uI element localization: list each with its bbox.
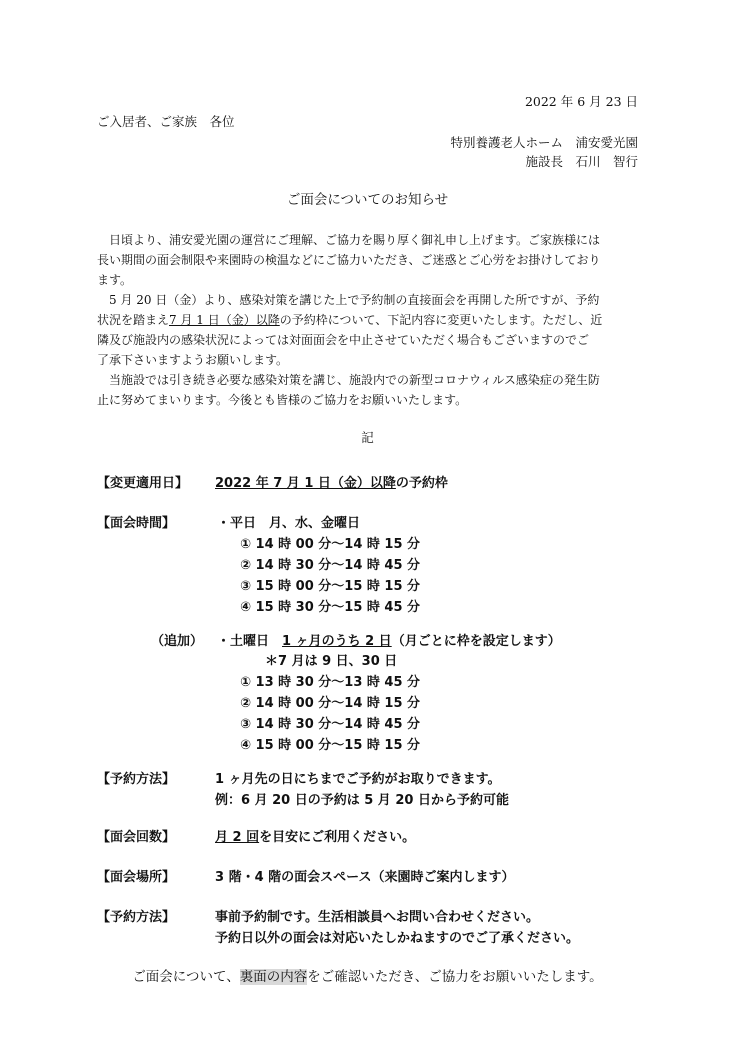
footer-note (0, 965, 735, 985)
additional-label: （追加） (151, 634, 204, 649)
highlighted-text: 裏面の内容 (239, 969, 308, 985)
ki-heading: 記 (361, 430, 374, 445)
saturday-frequency: 1 ヶ月のうち 2 日 (282, 634, 392, 649)
saturday-pre: ・土曜日 (217, 634, 283, 649)
addressee: ご入居者、ご家族 各位 (97, 114, 235, 129)
body-line: 止に努めてまいります。今後とも皆様のご協力をお願いいたします。 (97, 393, 468, 407)
body-line: 長い期間の面会制限や来園時の検温などにご協力いただき、ご迷惑とご心労をお掛けしており (97, 253, 601, 267)
document-date: 2022 年 6 月 23 日 (524, 94, 638, 109)
body-line: 日頃より、浦安愛光園の運営にご理解、ご協力を賜り厚く御礼申し上げます。ご家族様には (97, 233, 601, 247)
time-slot: ② 14 時 30 分～14 時 45 分 (240, 558, 421, 573)
time-slot: ④ 15 時 30 分～15 時 45 分 (240, 600, 421, 615)
visit-count: 月 2 回 (215, 830, 260, 845)
body-line: 隣及び施設内の感染状況によっては対面面会を中止させていただく場合もございますのでご (97, 333, 590, 347)
time-slot: ① 13 時 30 分～13 時 45 分 (240, 675, 421, 690)
body-line: 当施設では引き続き必要な感染対策を講じ、施設内での新型コロナウィルス感染症の発生防 (97, 373, 600, 387)
body-text: の予約枠について、下記内容に変更いたします。ただし、近 (279, 313, 603, 327)
visit-place-text: 3 階・4 階の面会スペース（来園時ご案内します） (215, 870, 515, 885)
visit-count-text: を目安にご利用ください。 (259, 830, 416, 845)
hours-label: 【面会時間】 (97, 516, 176, 531)
reservation-method-text: 1 ヶ月先の日にちまでご予約がお取りできます。 (215, 772, 501, 787)
body-text: 状況を踏まえ (97, 313, 170, 327)
footer-text: をご確認いただき、ご協力をお願いいたします。 (307, 969, 603, 985)
sender-name: 施設長 石川 智行 (525, 154, 638, 169)
body-line: ます。 (97, 273, 133, 287)
change-suffix: の予約枠 (395, 476, 448, 491)
body-line: 5 月 20 日（金）より、感染対策を講じた上で予約制の直接面会を再開した所ですが、予約 (97, 293, 600, 307)
body-line (97, 311, 602, 328)
july-note: ＊7 月は 9 日、30 日 (265, 654, 398, 669)
underlined-date: 7 月 1 日（金）以降 (169, 313, 280, 327)
change-date: 2022 年 7 月 1 日（金）以降 (215, 476, 396, 491)
time-slot: ① 14 時 00 分～14 時 15 分 (240, 537, 421, 552)
change-date-value (215, 472, 448, 491)
footer-text: ご面会について、 (132, 969, 240, 985)
visit-place-label: 【面会場所】 (97, 870, 176, 885)
page-title: ご面会についてのお知らせ (286, 192, 449, 208)
saturday-heading (217, 630, 561, 649)
visit-count-label: 【面会回数】 (97, 830, 176, 845)
reservation-method-note-2: 予約日以外の面会は対応いたしかねますのでご了承ください。 (215, 931, 580, 946)
change-date-label: 【変更適用日】 (97, 476, 189, 491)
time-slot: ③ 15 時 00 分～15 時 15 分 (240, 579, 421, 594)
reservation-method-label: 【予約方法】 (97, 772, 176, 787)
reservation-method-label-2: 【予約方法】 (97, 910, 176, 925)
saturday-note: （月ごとに枠を設定します） (391, 634, 561, 649)
body-line: 了承下さいますようお願いします。 (97, 353, 289, 367)
time-slot: ④ 15 時 00 分～15 時 15 分 (240, 738, 421, 753)
time-slot: ③ 14 時 30 分～14 時 45 分 (240, 717, 421, 732)
weekday-heading: ・平日 月、水、金曜日 (217, 516, 361, 531)
reservation-method-example: 例：6 月 20 日の予約は 5 月 20 日から予約可能 (215, 793, 509, 808)
visit-count-value (215, 826, 415, 845)
reservation-method-text-2: 事前予約制です。生活相談員へお問い合わせください。 (215, 910, 539, 925)
time-slot: ② 14 時 00 分～14 時 15 分 (240, 696, 421, 711)
organization-name: 特別養護老人ホーム 浦安愛光園 (450, 135, 638, 150)
